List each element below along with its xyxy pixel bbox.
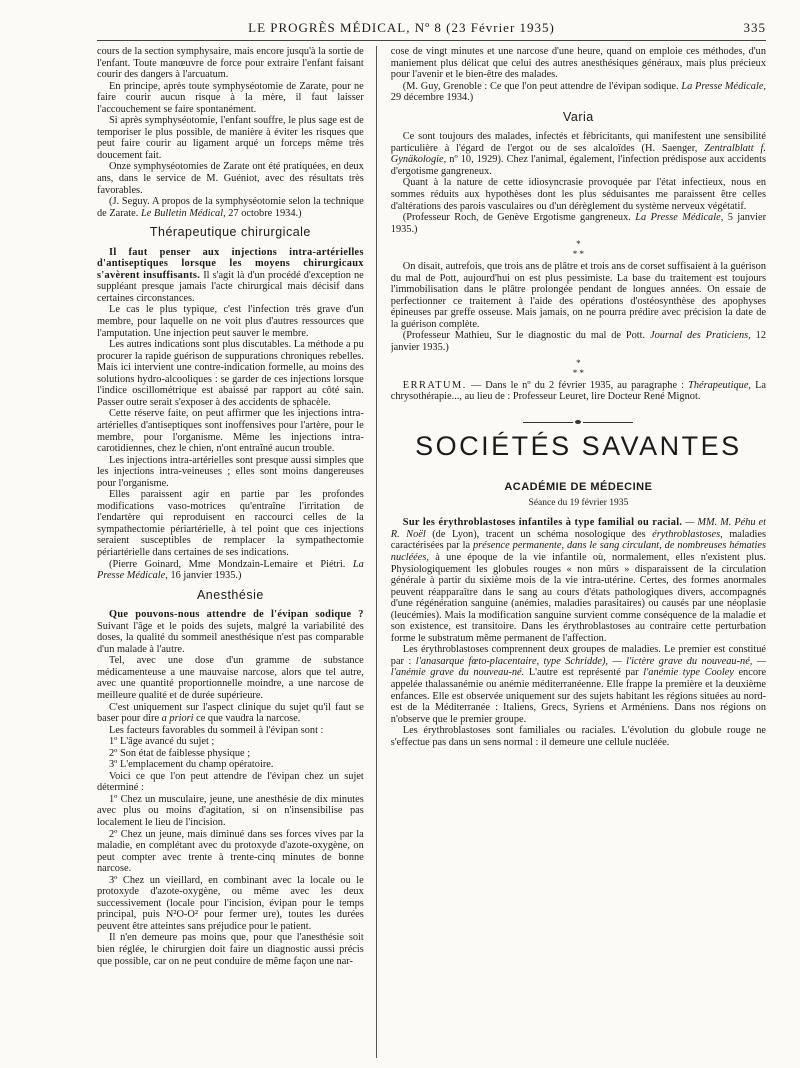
reference: (Professeur Roch, de Genève Ergotisme gangreneux. La Presse Médicale, 5 janvier 1935.)	[390, 212, 767, 235]
reference: (M. Guy, Grenoble : Ce que l'on peut attendre de l'évipan sodique. La Presse Médicale, 29 décembre 1934.)	[390, 80, 766, 104]
paragraph: En principe, après toute symphyséotomie de Zarate, pour ne faire courir aucun risque à la mère, il faut laisser l'accouchement se faire spontanément.	[97, 80, 364, 115]
paragraph: Il n'en demeure pas moins que, pour que l'anesthésie soit bien réglée, le chirurgien doit faire un diagnostic aussi précis que possible, car on ne peut conduire de même façon une nar-	[97, 932, 364, 967]
paragraph: Cette réserve faite, on peut affirmer que les injections intra-artérielles d'antiseptiques sont inoffensives pour l'artère, pour le membre, pour l'organisme. Même les injections intra-carotidiennes, chez le chien, n'ont entraîné aucun trouble.	[97, 408, 364, 455]
page-number: 335	[743, 20, 766, 35]
right-column	[391, 46, 766, 1058]
paragraph: Les érythroblastoses sont familiales ou raciales. L'évolution du globule rouge ne s'effectue pas dans un sens normal : il demeure une cellule nucléée.	[390, 725, 767, 748]
list-item: 3º Chez un vieillard, en combinant avec la locale ou le protoxyde d'azote-oxygène, ou même avec les deux successivement (locale pour l'incision, évipan pour le temps principal, puis N²O-O² pour fermer ure), toutes les durées peuvent être atteintes sans préjudice pour le patient.	[97, 874, 364, 932]
reference: (Professeur Mathieu, Sur le diagnostic du mal de Pott. Journal des Praticiens, 12 janvier 1935.)	[390, 330, 767, 354]
reference: (Pierre Goinard, Mme Mondzain-Lemaire et Piétri. La Presse Médicale, 16 janvier 1935.)	[97, 558, 364, 582]
section-heading-therapeutique: Thérapeutique chirurgicale	[149, 225, 311, 240]
section-title-societes: SOCIÉTÉS SAVANTES	[415, 430, 742, 461]
session-date: Séance du 19 février 1935	[528, 497, 629, 508]
paragraph: cose de vingt minutes et une narcose d'une heure, quand on emploie ces méthodes, d'un maniement plus délicat que celui des autres anesthésiques généraux, mais plus précieux pour l'avenir et le bien-être des malades.	[390, 46, 767, 81]
paragraph: Les autres indications sont plus discutables. La méthode a pu procurer la rapide guérison de suppurations chroniques rebelles. Mais ici intervient une contre-indication formelle, au moins des solutions hydro-alcooliques : se garder de ces injections lorsque l'indice oscillométrique est abaissé par rapport au côté sain. Passer outre serait s'exposer à des accidents de sphacèle.	[97, 339, 364, 408]
column-rule	[376, 46, 377, 1058]
running-title: LE PROGRÈS MÉDICAL, Nº 8 (23 Février 1935)	[248, 20, 555, 35]
paragraph: Que pouvons-nous attendre de l'évipan sodique ? Suivant l'âge et le poids des sujets, malgré la variabilité des doses, la qualité du sommeil anesthésique n'est pas comparable d'un malade à l'autre.	[97, 609, 364, 655]
section-heading-anesthesie: Anesthésie	[196, 587, 264, 602]
paragraph: Tel, avec une dose d'un gramme de substance médicamenteuse a une mauvaise narcose, alors que tel autre, avec une quantité proportionnelle moindre, a une narcose de meilleure qualité et de durée supérieure.	[97, 655, 364, 701]
academy-heading: ACADÉMIE DE MÉDECINE	[504, 481, 653, 494]
asterism: * * *	[572, 239, 585, 260]
two-column-body	[97, 46, 766, 1058]
header-rule	[97, 40, 766, 41]
paragraph: Sur les érythroblastoses infantiles à type familial ou racial. — MM. M. Péhu et R. Noël (de Lyon), tracent un schéma nosologique des érythroblastoses, maladies caractérisées par la présence permanente, dans le sang circulant, de nombreuses hématies nucléées, à une époque de la vie infantile où, normalement, elles n'existent plus. Physiologiquement les globules rouges « non mûrs » disparaissent de la circulation générale à partir du sixième mois de la vie intra-utérine. Certes, des formes anormales peuvent réapparaître dans le sang au cours d'états pathologiques divers, accompagnés d'une régénération sanguine (anémies, maladies parasitaires) ou causés par une néoplasie (leucémies). Mais la modification sanguine survient comme conséquence de la maladie et son existence, est transitoire. Dans les érythroblastoses au contraire cette perturbation forme le substratum même permanent de l'affection.	[390, 517, 767, 644]
paragraph: Les facteurs favorables du sommeil à l'évipan sont :	[109, 724, 324, 736]
erratum: ERRATUM. — Dans le nº du 2 février 1935, au paragraphe : Thérapeutique, La chrysothérapie..., au lieu de : Professeur Leuret, lire Docteur René Mignot.	[390, 379, 766, 403]
paragraph: Il faut penser aux injections intra-artérielles d'antiseptiques lorsque les moyens chirurgicaux s'avèrent insuffisants. Il s'agit là d'un procédé d'exception ne suppléant presque jamais l'acte chirurgical mais décisif dans certaines circonstances.	[97, 246, 364, 304]
asterism: * * *	[572, 357, 585, 378]
paragraph: Voici ce que l'on peut attendre de l'évipan chez un sujet déterminé :	[97, 770, 364, 794]
paragraph: Elles paraissent agir en partie par les profondes modifications vaso-motrices qu'entraîne l'irritation de l'endartère qui reproduisent en raccourci celles de la sympathectomie périartérielle, à tel point que ces injections seraient susceptibles de remplacer la sympathectomie périartérielle dans certaines de ses indications.	[97, 489, 364, 558]
list-item: 3º L'emplacement du champ opératoire.	[109, 759, 274, 771]
paragraph: Le cas le plus typique, c'est l'infection très grave d'un membre, pour laquelle on ne voit plus d'autres ressources que l'amputation. Une injection peut sauver le membre.	[97, 304, 364, 339]
section-heading-varia: Varia	[563, 109, 594, 124]
paragraph: Onze symphyséotomies de Zarate ont été pratiquées, en deux ans, dans le service de M. Guéniot, avec des résultats très favorables.	[97, 161, 364, 196]
paragraph: Ce sont toujours des malades, infectés et fébricitants, qui manifestent une sensibilité particulière à l'égard de l'ergot ou de ses alcaloïdes (H. Saenger, Zentralblatt f. Gynäkologie, nº 10, 1929). Chez l'animal, également, l'infection prédispose aux accidents d'ergotisme gangreneux.	[390, 131, 767, 177]
list-item: 1º Chez un musculaire, jeune, une anesthésie de dix minutes avec plus ou moins d'agitation, si on n'insensibilise pas localement le lieu de l'incision.	[97, 793, 364, 828]
paragraph: Les érythroblastoses comprennent deux groupes de maladies. Le premier est constitué par : l'anasarque fœto-placentaire, type Schridde), — l'ictère grave du nouveau-né, — l'anémie grave du nouveau-né. L'autre est représenté par l'anémie type Cooley encore appelée thalassanémie ou anémie méditerranéenne. Elle frappe la première et la deuxième enfances. Elle est observée uniquement sur des sujets habitant les régions situées au nord-est de la Méditerranée : Italiens, Grecs, Syriens et Arméniens. Dans nos régions on n'observe que le premier groupe.	[390, 644, 767, 725]
running-header	[97, 16, 766, 38]
paragraph: C'est uniquement sur l'aspect clinique du sujet qu'il faut se baser pour dire a priori ce que vaudra la narcose.	[97, 701, 364, 725]
ornament-separator	[391, 417, 766, 423]
list-item: 2º Son état de faiblesse physique ;	[109, 747, 251, 759]
paragraph: Les injections intra-artérielles sont presque aussi simples que les injections intra-veineuses ; elles sont moins dangereuses pour l'organisme.	[97, 454, 364, 489]
list-item: 2º Chez un jeune, mais diminué dans ses forces vives par la maladie, en complétant avec du protoxyde d'azote-oxygène, on peut compter avec trente à trente-cinq minutes de bonne narcose.	[97, 828, 364, 875]
paragraph: Si après symphyséotomie, l'enfant souffre, le plus sage est de temporiser le plus possible, de manière à éviter les risques que peut faire courir au ligament arqué un forceps même très doucement fait.	[97, 115, 364, 161]
left-column	[97, 46, 364, 1058]
paragraph: cours de la section symphysaire, mais encore jusqu'à la sortie de l'enfant. Toute manœuvre de force pour extraire l'enfant faisant courir des dangers à l'arcuatum.	[97, 46, 364, 81]
list-item: 1º L'âge avancé du sujet ;	[109, 736, 215, 748]
paragraph: Quant à la nature de cette idiosyncrasie provoquée par l'état infectieux, nous en sommes réduits aux hypothèses dont les plus séduisantes me paraissent être celles d'altérations des parois vasculaires ou d'un dérèglement du système nerveux végétatif.	[390, 177, 767, 212]
paragraph: On disait, autrefois, que trois ans de plâtre et trois ans de corset suffisaient à la guérison du mal de Pott, aujourd'hui on est plus pessimiste. La base du traitement est toujours l'immobilisation dans le plâtre prolongée pendant de longues années. On essaie de perfectionner ce traitement à l'aide des opérations d'ostéosynthèse des apophyses épineuses par greffe osseuse. Mais jamais, on ne pourra prédire avec précision la date de la guérison complète.	[390, 261, 767, 330]
reference: (J. Seguy. A propos de la symphyséotomie selon la technique de Zarate. Le Bulletin Médical, 27 octobre 1934.)	[97, 196, 364, 219]
